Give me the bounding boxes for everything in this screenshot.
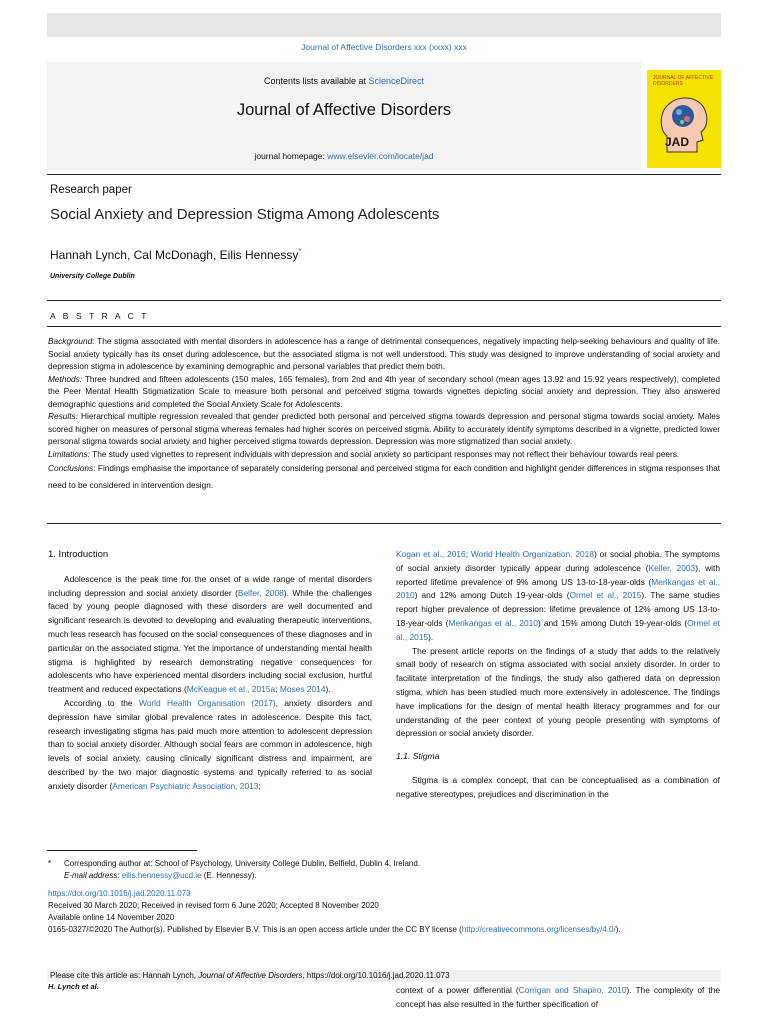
corresponding-author-text: Corresponding author at: School of Psychology, University College Dublin, Belfield, Dublin 4, Ireland. xyxy=(64,859,421,868)
available-line: Available online 14 November 2020 xyxy=(48,913,175,922)
journal-cover-image[interactable] xyxy=(647,70,721,168)
background-label: Background: xyxy=(48,336,95,346)
ref-merikangas-2010[interactable]: Merikangas et al., 2010 xyxy=(448,617,538,628)
received-line: Received 30 March 2020; Received in revised form 6 June 2020; Accepted 8 November 2020 xyxy=(48,901,379,910)
author-list xyxy=(50,247,301,262)
article-title: Social Anxiety and Depression Stigma Among Adolescents xyxy=(50,206,440,223)
citation-prefix: Please cite this article as: Hannah Lynch, xyxy=(50,971,199,980)
limitations-label: Limitations: xyxy=(48,448,90,459)
conclusions-text: Findings emphasise the importance of separately considering personal and perceived stigma for each condition and highlight gender differences in stigma responses that need to be considered in intervention design. xyxy=(48,463,720,490)
copyright-text-end: ). xyxy=(615,925,621,934)
intro-paragraph-2 xyxy=(48,697,372,794)
methods-text: Three hundred and fifteen adolescents (150 males, 165 females), from 2nd and 4th year of secondary school (mean ages 13.92 and 15.92 years respectively), completed the Peer Mental Health Stigmatization Scale to measure both personal and perceived stigma towards vignettes depicting social anxiety and depression. They also answered demographic questions and completed the Social Anxiety Scale for Adolescents. xyxy=(48,373,720,409)
section-heading-introduction: 1. Introduction xyxy=(48,549,109,560)
footnote-mark: * xyxy=(48,859,52,868)
ref-mckeague-2015a[interactable]: McKeague et al., 2015a xyxy=(186,684,276,695)
abstract-conclusions xyxy=(48,460,720,494)
ref-keller-2003[interactable]: Keller, 2003 xyxy=(648,562,696,573)
cover-logo: JAD xyxy=(665,135,690,149)
corresponding-author-mark[interactable]: * xyxy=(298,247,302,256)
text-run: ), with reported lifetime prevalence of 9% among US 13-to-18-year-olds ( xyxy=(396,562,720,587)
text-run: , anxiety disorders and depression have similar global prevalence rates in adolescence. Despite this fact, research investigating stigma has paid much more attention to adolescent depression than to social anxiety disorder. Although social fears are common in adolescence, high levels of social anxiety, causing clinically significant distress and impairment, are described by the two major diagnostic systems and typically referred to as social anxiety disorder ( xyxy=(48,697,373,791)
text-run: ; xyxy=(465,549,471,559)
text-run: ). xyxy=(325,684,331,695)
authors-text: Hannah Lynch, Cal McDonagh, Eilis Hennessy xyxy=(50,248,299,262)
cover-head-illustration xyxy=(657,92,709,154)
text-run: ). The same studies report higher prevalence of depression: lifetime prevalence of 12% among US 13-to-18-year-olds ( xyxy=(396,590,720,628)
ref-belfer-2008[interactable]: Belfer, 2008 xyxy=(237,587,284,598)
abstract-results xyxy=(48,410,720,448)
text-run: ; xyxy=(275,684,280,695)
results-text: Hierarchical multiple regression revealed that gender predicted both personal and perceived stigma towards depression and personal stigma towards social anxiety. Males scored higher on measures of personal stigma whereas females had higher scores on perceived stigma. Ability to accurately identify symptoms described in a vignette, predicted lower personal stigma towards social anxiety and higher perceived stigma towards depression. Depression was more stigmatized than social anxiety. xyxy=(48,411,720,446)
conclusions-label: Conclusions: xyxy=(48,463,96,473)
text-run: ). While the challenges faced by young people diagnosed with these disorders are well documented and significant research is devoted to developing and evaluating therapeutic interventions, much less research has focused on the social consequences of these diagnoses and in particular on the associated stigma. Yet the importance of understanding mental health stigma is highlighted by research demonstrating negative consequences for adolescents who have experienced mental disorders including social exclusion, hurtful treatment and reduced expectations ( xyxy=(48,587,372,695)
article-type: Research paper xyxy=(50,184,132,196)
text-run: ; xyxy=(258,780,261,791)
footnote-rule xyxy=(47,850,197,851)
email-link[interactable]: eilis.hennessy@ucd.ie xyxy=(121,871,202,880)
stigma-paragraph-1: Stigma is a complex concept, that can be conceptualised as a combination of negative stereotypes, prejudices and discrimination in the xyxy=(396,774,720,799)
affiliation: University College Dublin xyxy=(50,273,135,280)
ref-ormel-2015[interactable]: Ormel et al., 2015 xyxy=(396,617,720,642)
abstract-inner-rule xyxy=(47,326,721,327)
cover-title: JOURNAL OF AFFECTIVE DISORDERS xyxy=(653,75,714,87)
ref-apa-2013[interactable]: American Psychiatric Association, 2013 xyxy=(112,780,259,791)
sciencedirect-link[interactable]: ScienceDirect xyxy=(368,76,425,86)
contents-line xyxy=(47,76,641,86)
text-run: ). xyxy=(428,631,434,642)
citation-strip xyxy=(47,970,721,982)
ref-kogan-2016[interactable]: Kogan et al., 2016 xyxy=(396,549,466,559)
corresponding-author-note xyxy=(48,858,720,870)
abstract-bottom-rule xyxy=(47,523,721,524)
journal-reference[interactable]: Journal of Affective Disorders xxx (xxxx) xxx xyxy=(301,42,467,52)
ref-who-2018[interactable]: World Health Organization, 2018 xyxy=(470,549,594,559)
email-suffix: (E. Hennessy). xyxy=(201,871,257,880)
abstract-methods xyxy=(48,373,720,411)
methods-label: Methods: xyxy=(48,373,83,384)
contents-prefix: Contents lists available at xyxy=(263,76,369,86)
journal-homepage-line xyxy=(47,151,641,161)
copyright-text: 0165-0327/©2020 The Author(s). Published by Elsevier B.V. This is an open access article under the CC BY license ( xyxy=(48,925,462,934)
body-column-right xyxy=(396,548,720,802)
homepage-link[interactable]: www.elsevier.com/locate/jad xyxy=(327,151,434,161)
ref-ormel-2015[interactable]: Ormel et al., 2015 xyxy=(569,590,642,601)
journal-title[interactable]: Journal of Affective Disorders xyxy=(236,101,452,119)
abstract-top-rule xyxy=(47,300,721,301)
subsection-heading-stigma: 1.1. Stigma xyxy=(396,751,440,762)
citation-journal: Journal of Affective Disorders xyxy=(198,971,303,980)
text-run: ) and 12% among Dutch 19-year-olds ( xyxy=(414,590,570,601)
top-bar xyxy=(47,13,721,37)
header-rule xyxy=(47,174,721,175)
text-run: context of a power differential ( xyxy=(396,985,519,995)
doi-link[interactable]: https://doi.org/10.1016/j.jad.2020.11.073 xyxy=(48,889,191,898)
ref-merikangas-2010[interactable]: Merikangas et al., 2010 xyxy=(396,576,720,601)
limitations-text: The study used vignettes to represent individuals with depression and social anxiety so participant responses may not reflect their behaviour towards real peers. xyxy=(89,448,680,459)
intro-paragraph-2-continued xyxy=(396,548,720,645)
homepage-prefix: journal homepage: xyxy=(254,151,328,161)
abstract-limitations xyxy=(48,448,720,461)
license-link[interactable]: http://creativecommons.org/licenses/by/4.0/ xyxy=(461,925,616,934)
copyright-line xyxy=(48,924,720,936)
ref-moses-2014[interactable]: Moses 2014 xyxy=(279,684,326,695)
page2-column-right xyxy=(396,984,720,1012)
citation-suffix[interactable]: , https://doi.org/10.1016/j.jad.2020.11.073 xyxy=(302,971,450,980)
background-text: The stigma associated with mental disorders in adolescence has a range of detrimental consequences, negatively impacting help-seeking behaviours and quality of life. Social anxiety typically has its onset during adolescence, but the associated stigma is not well understood. This study was designed to improve understanding of social anxiety and depression stigma in adolescence by examining demographic and personal variables that predict them both. xyxy=(48,336,720,371)
abstract-body xyxy=(48,335,720,494)
text-run: ) or social phobia. The symptoms of social anxiety disorder typically appear during adolescence ( xyxy=(396,549,720,573)
text-run: ). The complexity of the concept has also resulted in the further specification of xyxy=(396,985,720,1009)
abstract-background xyxy=(48,335,720,373)
running-head: H. Lynch et al. xyxy=(48,982,99,991)
ref-corrigan-shapiro-2010[interactable]: Corrigan and Shapiro, 2010 xyxy=(518,985,627,995)
ref-who-2017[interactable]: World Health Organisation (2017) xyxy=(138,697,276,708)
abstract-heading: A B S T R A C T xyxy=(50,311,150,321)
email-label: E-mail address: xyxy=(64,871,120,880)
intro-paragraph-1 xyxy=(48,573,372,697)
text-run: ) and 15% among Dutch 19-year-olds ( xyxy=(537,617,688,628)
email-line xyxy=(48,870,720,882)
text-run: Adolescence is the peak time for the onset of a wide range of mental disorders including depression and social anxiety disorder ( xyxy=(48,573,372,598)
footnotes xyxy=(48,858,720,936)
intro-paragraph-3: The present article reports on the findings of a study that adds to the relatively small body of research on stigma associated with social anxiety disorder. In order to facilitate interpretation of the findings, the study also gathered data on depression stigma, which has been studied much more extensively in adolescence. The findings have implications for the design of mental health literacy programmes and for our understanding of the peer context of young people presenting with symptoms of depression or social anxiety disorder. xyxy=(396,645,720,739)
results-label: Results: xyxy=(48,411,78,421)
doi-line xyxy=(48,888,720,900)
body-column-left xyxy=(48,548,372,794)
text-run: According to the xyxy=(64,697,139,708)
